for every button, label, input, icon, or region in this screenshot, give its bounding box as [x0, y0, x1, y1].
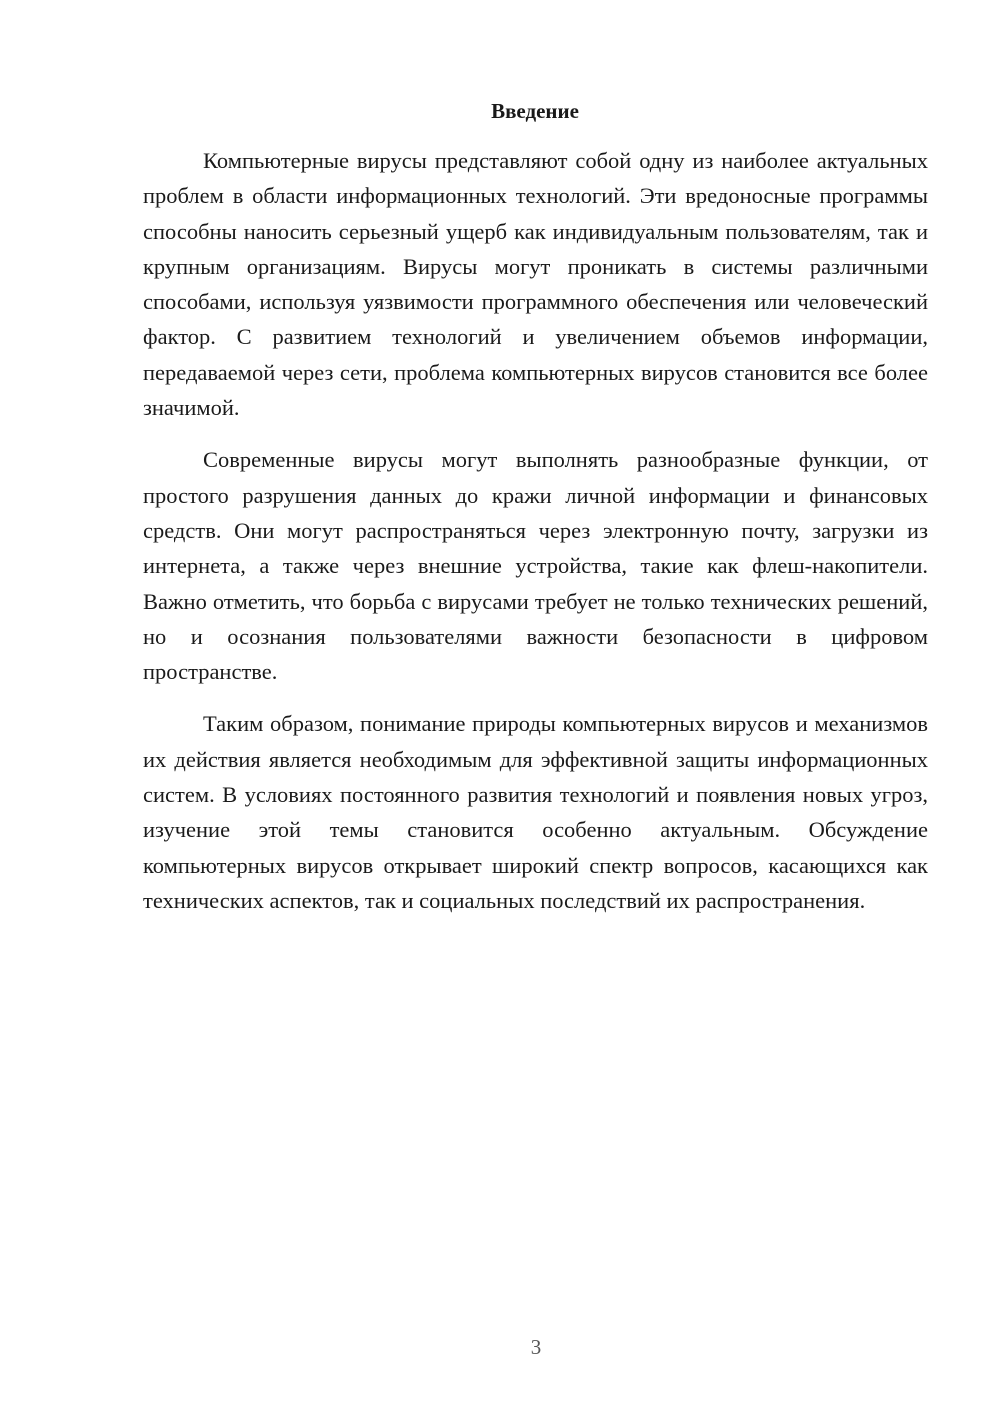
- paragraph-3: Таким образом, понимание природы компьютерных вирусов и механизмов их действия является необходимым для эффективной защиты информационных систем. В условиях постоянного развития технологий и появления новых угроз, изучение этой темы становится особенно актуальным. Обсуждение компьютерных вирусов открывает широкий спектр вопросов, касающихся как технических аспектов, так и социальных последствий их распространения.: [143, 711, 928, 913]
- paragraph-2: Современные вирусы могут выполнять разнообразные функции, от простого разрушения данных до кражи личной информации и финансовых средств. Они могут распространяться через электронную почту, загрузки из интернета, а также через внешние устройства, такие как флеш-накопители. Важно отметить, что борьба с вирусами требует не только технических решений, но и осознания пользователями важности безопасности в цифровом пространстве.: [143, 447, 928, 685]
- section-title: Введение: [491, 99, 579, 123]
- body-text: [143, 143, 928, 918]
- paragraph-1: Компьютерные вирусы представляют собой одну из наиболее актуальных проблем в области информационных технологий. Эти вредоносные программы способны наносить серьезный ущерб как индивидуальным пользователям, так и крупным организациям. Вирусы могут проникать в системы различными способами, используя уязвимости программного обеспечения или человеческий фактор. С развитием технологий и увеличением объемов информации, передаваемой через сети, проблема компьютерных вирусов становится все более значимой.: [143, 148, 928, 421]
- page-number: 3: [530, 1335, 542, 1359]
